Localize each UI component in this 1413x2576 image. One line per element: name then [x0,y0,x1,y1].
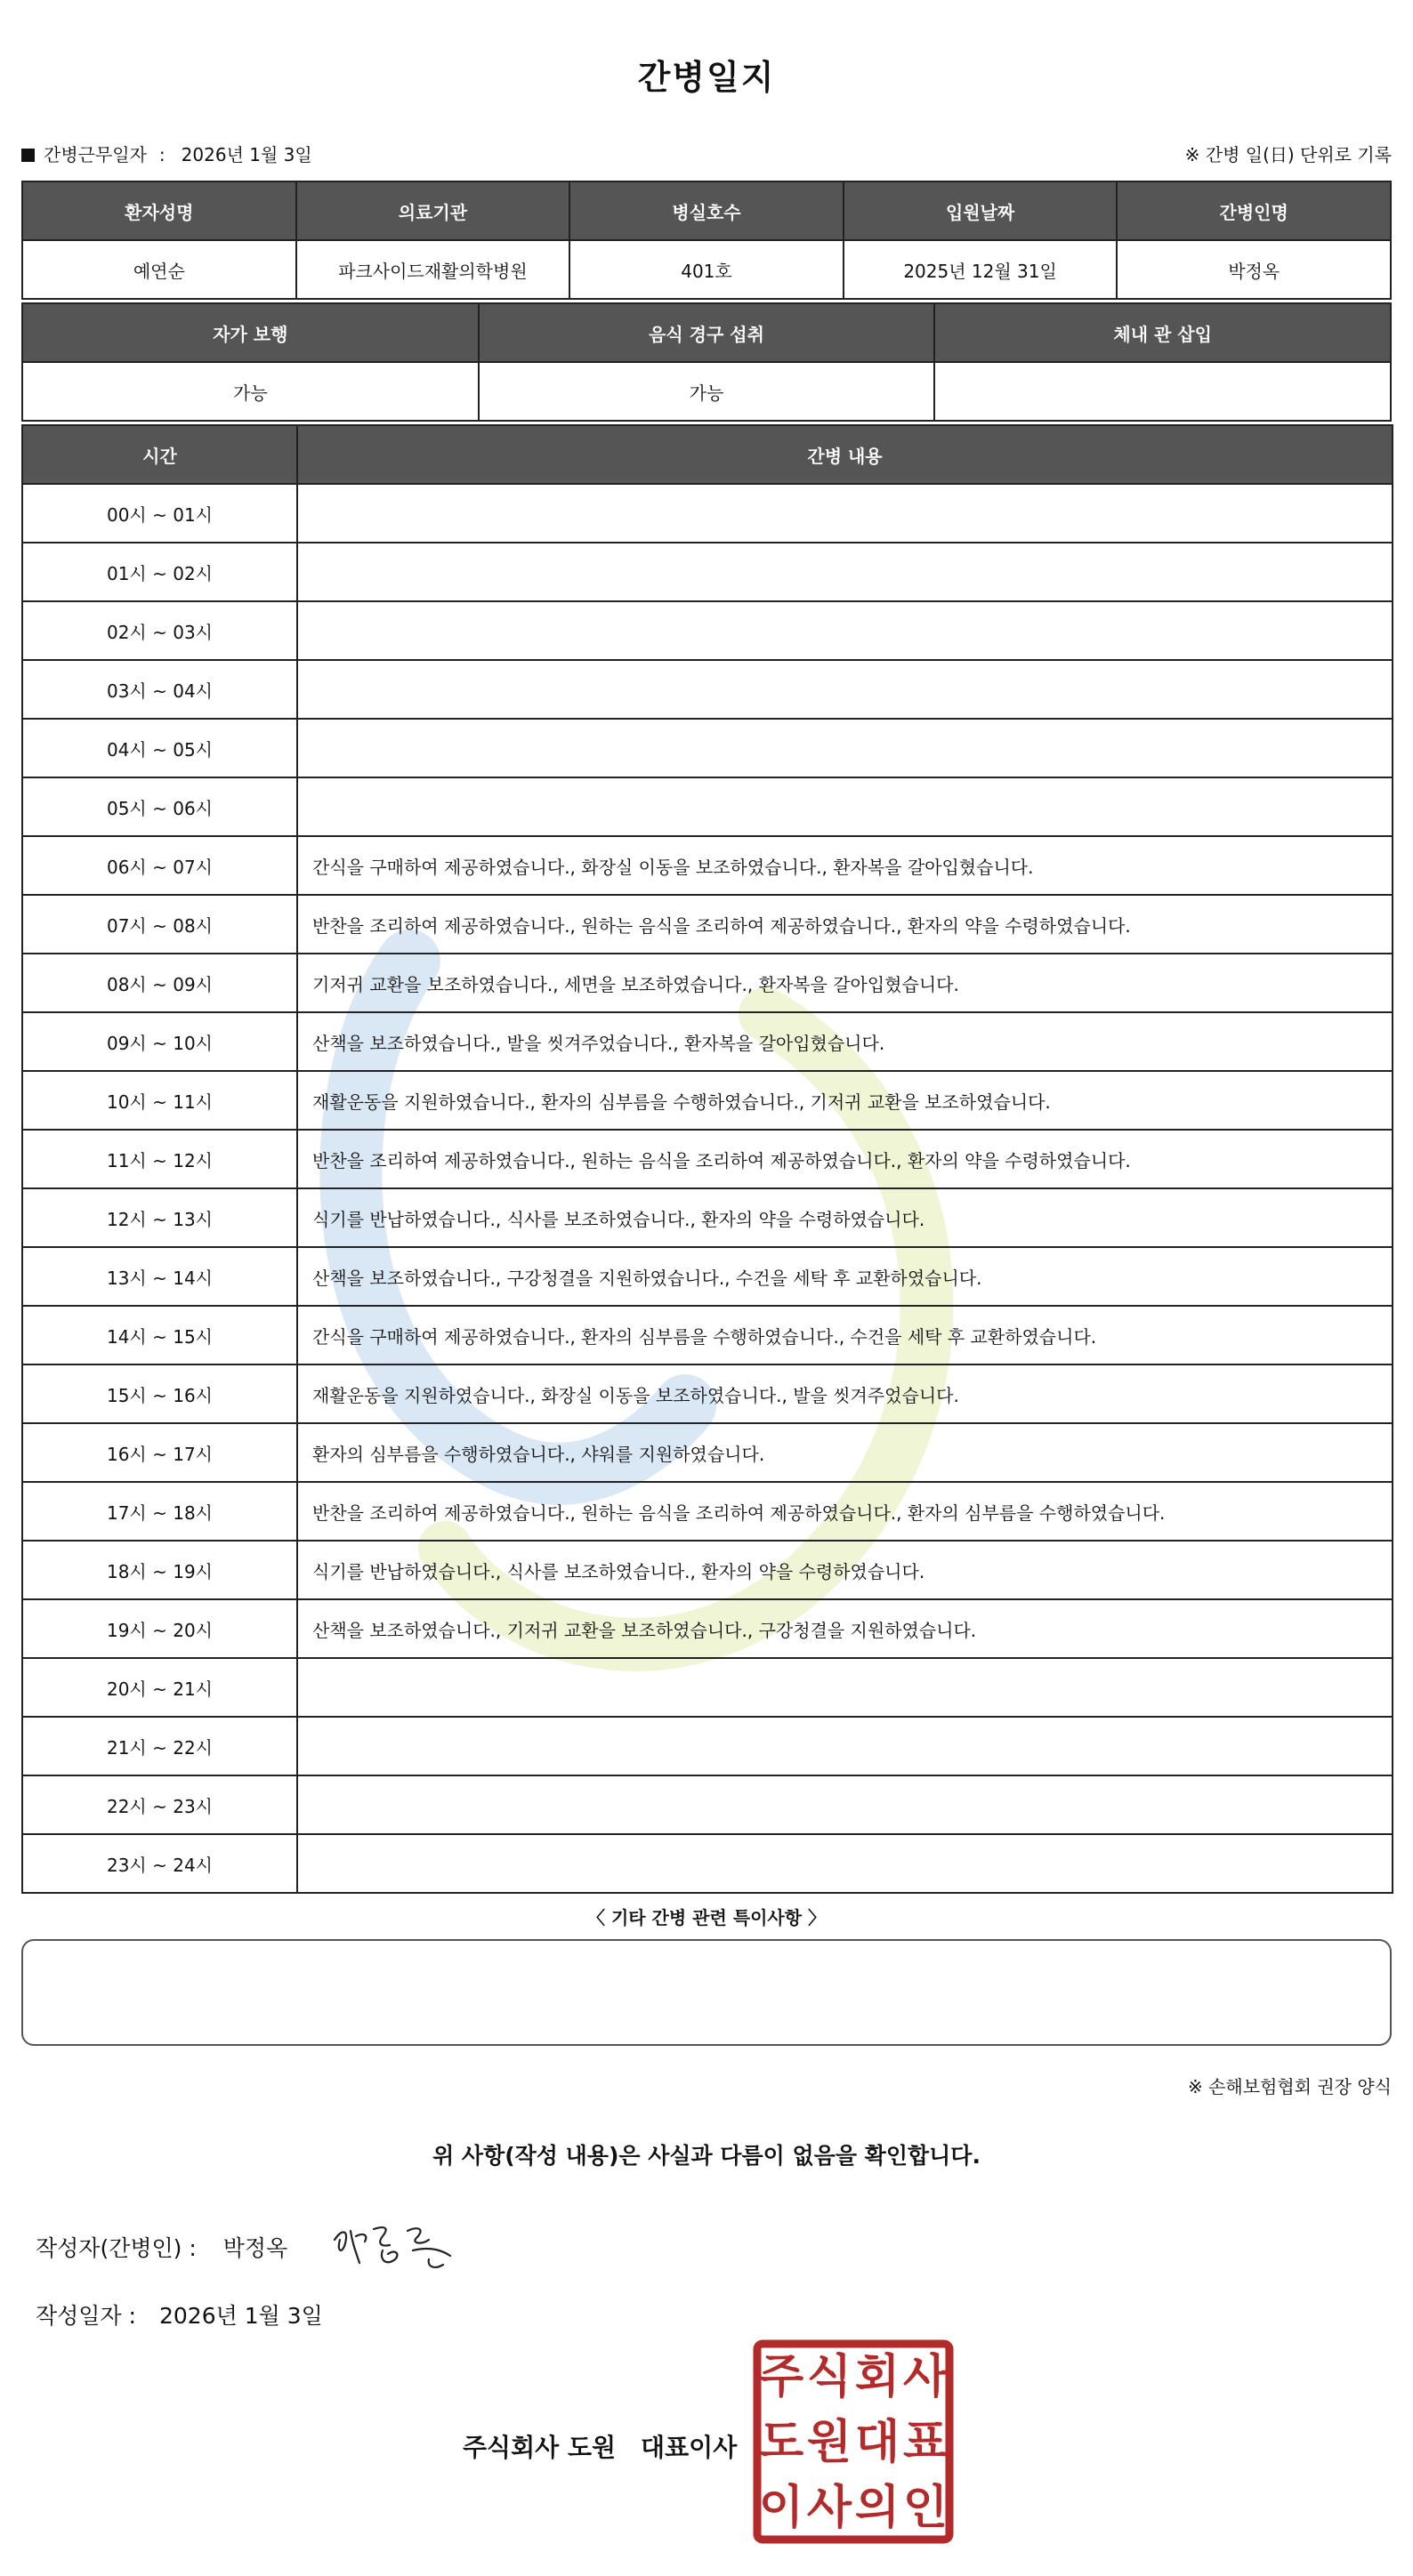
hourly-time-cell: 22시 ~ 23시 [22,1775,297,1834]
hourly-row [22,1423,1393,1482]
hourly-content-cell: 재활운동을 지원하였습니다., 화장실 이동을 보조하였습니다., 발을 씻겨주었습니다. [297,1364,1393,1423]
hourly-row [22,1482,1393,1541]
confirmation-statement: 위 사항(작성 내용)은 사실과 다름이 없음을 확인합니다. [432,2143,981,2169]
hourly-content-cell: 식기를 반납하였습니다., 식사를 보조하였습니다., 환자의 약을 수령하였습니다. [297,1541,1393,1599]
hourly-content-cell [297,1717,1393,1775]
hourly-row [22,719,1393,777]
unit-note: ※ 간병 일(日) 단위로 기록 [1184,144,1392,165]
work-date-block [21,141,312,166]
company-signature-line [463,2428,737,2464]
hourly-time-cell: 17시 ~ 18시 [22,1482,297,1541]
header-hospital: 의료기관 [296,181,570,240]
hourly-row [22,1247,1393,1306]
hourly-content-cell: 반찬을 조리하여 제공하였습니다., 원하는 음식을 조리하여 제공하였습니다., 환자의 약을 수령하였습니다. [297,895,1393,954]
hourly-content-cell: 반찬을 조리하여 제공하였습니다., 원하는 음식을 조리하여 제공하였습니다., 환자의 약을 수령하였습니다. [297,1130,1393,1188]
hourly-time-cell: 11시 ~ 12시 [22,1130,297,1188]
hourly-care-table [21,424,1393,1894]
writer-label: 작성자(간병인) : [36,2235,197,2261]
hourly-time-cell: 14시 ~ 15시 [22,1306,297,1364]
notes-title: 〈 기타 간병 관련 특이사항 〉 [586,1907,826,1928]
hourly-time-cell: 03시 ~ 04시 [22,660,297,719]
header-self-walking: 자가 보행 [22,303,479,362]
hourly-row [22,1834,1393,1893]
patient-condition-table [21,302,1392,422]
caregiver-name: 박정옥 [1117,240,1391,299]
hourly-time-cell: 00시 ~ 01시 [22,484,297,543]
seal-glyph: 표 [902,2416,949,2469]
oral-intake-value: 가능 [479,362,935,421]
hourly-time-cell: 23시 ~ 24시 [22,1834,297,1893]
header-caregiver-name: 간병인명 [1117,181,1391,240]
hourly-time-cell: 15시 ~ 16시 [22,1364,297,1423]
seal-glyph: 원 [806,2416,852,2469]
hourly-time-cell: 19시 ~ 20시 [22,1599,297,1658]
seal-glyph: 인 [902,2481,949,2535]
hourly-content-cell: 산책을 보조하였습니다., 발을 씻겨주었습니다., 환자복을 갈아입혔습니다. [297,1012,1393,1071]
room-number: 401호 [569,240,844,299]
patient-name: 예연순 [22,240,296,299]
hourly-row [22,1071,1393,1130]
admission-date: 2025년 12월 31일 [844,240,1118,299]
hourly-time-cell: 04시 ~ 05시 [22,719,297,777]
hourly-time-cell: 02시 ~ 03시 [22,601,297,660]
hourly-row [22,484,1393,543]
notes-box [21,1939,1392,2046]
hourly-row [22,1717,1393,1775]
seal-glyph: 주 [758,2350,804,2404]
hourly-time-cell: 10시 ~ 11시 [22,1071,297,1130]
hourly-time-cell: 12시 ~ 13시 [22,1188,297,1247]
hourly-row [22,1306,1393,1364]
hourly-content-cell: 산책을 보조하였습니다., 구강청결을 지원하였습니다., 수건을 세탁 후 교환하였습니다. [297,1247,1393,1306]
hourly-time-cell: 06시 ~ 07시 [22,836,297,895]
patient-info-table [21,181,1392,300]
hourly-row [22,895,1393,954]
header-tube-insertion: 체내 관 삽입 [934,303,1391,362]
hourly-content-cell [297,777,1393,836]
hourly-content-cell: 환자의 심부름을 수행하였습니다., 샤워를 지원하였습니다. [297,1423,1393,1482]
patient-info-value-row [22,240,1391,299]
hourly-content-cell [297,1775,1393,1834]
hourly-content-cell [297,1658,1393,1717]
hourly-content-cell: 재활운동을 지원하였습니다., 환자의 심부름을 수행하였습니다., 기저귀 교환을 보조하였습니다. [297,1071,1393,1130]
hourly-time-cell: 21시 ~ 22시 [22,1717,297,1775]
header-patient-name: 환자성명 [22,181,296,240]
written-date-label: 작성일자 : [36,2303,136,2329]
hourly-rows [22,484,1393,1893]
work-date-value: 2026년 1월 3일 [181,144,312,165]
seal-glyph: 사 [806,2481,852,2535]
patient-condition-value-row [22,362,1391,421]
seal-glyph: 이 [758,2481,804,2535]
recommendation-note: ※ 손해보험협회 권장 양식 [1187,2076,1392,2097]
self-walking-value: 가능 [22,362,479,421]
seal-glyph: 회 [854,2350,900,2404]
header-room-number: 병실호수 [569,181,844,240]
patient-info-header-row [22,181,1391,240]
hourly-content-cell [297,543,1393,601]
seal-glyph: 식 [806,2350,852,2404]
company-seal-stamp [753,2339,954,2544]
header-care-content: 간병 내용 [297,425,1393,484]
hourly-row [22,1658,1393,1717]
hourly-content-cell [297,601,1393,660]
seal-glyph: 사 [902,2350,949,2404]
hourly-row [22,836,1393,895]
seal-glyph: 의 [854,2481,900,2535]
hourly-content-cell: 간식을 구매하여 제공하였습니다., 화장실 이동을 보조하였습니다., 환자복을 갈아입혔습니다. [297,836,1393,895]
hourly-row [22,1188,1393,1247]
square-bullet-icon [21,149,35,162]
writer-name: 박정옥 [222,2235,288,2261]
header-oral-intake: 음식 경구 섭취 [479,303,935,362]
hourly-row [22,1364,1393,1423]
hourly-content-cell [297,484,1393,543]
patient-condition-header-row [22,303,1391,362]
hourly-row [22,660,1393,719]
hourly-time-cell: 07시 ~ 08시 [22,895,297,954]
written-date-line [36,2298,323,2330]
tube-insertion-value [934,362,1391,421]
hourly-time-cell: 01시 ~ 02시 [22,543,297,601]
seal-glyph: 대 [854,2416,900,2469]
seal-glyph: 도 [758,2416,804,2469]
hourly-header-row [22,425,1393,484]
hourly-time-cell: 08시 ~ 09시 [22,954,297,1012]
company-name: 주식회사 도원 [463,2433,617,2462]
work-date-colon: : [158,144,166,165]
hourly-content-cell: 간식을 구매하여 제공하였습니다., 환자의 심부름을 수행하였습니다., 수건을 세탁 후 교환하였습니다. [297,1306,1393,1364]
hourly-time-cell: 05시 ~ 06시 [22,777,297,836]
hourly-content-cell: 반찬을 조리하여 제공하였습니다., 원하는 음식을 조리하여 제공하였습니다., 환자의 심부름을 수행하였습니다. [297,1482,1393,1541]
hourly-time-cell: 13시 ~ 14시 [22,1247,297,1306]
hourly-row [22,601,1393,660]
hourly-row [22,1599,1393,1658]
hourly-content-cell: 식기를 반납하였습니다., 식사를 보조하였습니다., 환자의 약을 수령하였습니다. [297,1188,1393,1247]
writer-line [36,2231,287,2263]
hospital-name: 파크사이드재활의학병원 [296,240,570,299]
seal-glyphs [759,2351,949,2535]
hourly-content-cell: 산책을 보조하였습니다., 기저귀 교환을 보조하였습니다., 구강청결을 지원하였습니다. [297,1599,1393,1658]
handwritten-signature [329,2213,463,2275]
meta-row [21,141,1392,169]
hourly-row [22,543,1393,601]
hourly-content-cell [297,660,1393,719]
hourly-row [22,954,1393,1012]
header-admission-date: 입원날짜 [844,181,1118,240]
representative-title: 대표이사 [641,2433,738,2462]
document-title: 간병일지 [637,58,776,97]
hourly-row [22,1541,1393,1599]
hourly-row [22,1775,1393,1834]
hourly-time-cell: 16시 ~ 17시 [22,1423,297,1482]
hourly-content-cell [297,719,1393,777]
hourly-row [22,1012,1393,1071]
hourly-row [22,777,1393,836]
hourly-time-cell: 18시 ~ 19시 [22,1541,297,1599]
hourly-content-cell [297,1834,1393,1893]
work-date-label: 간병근무일자 [44,144,147,165]
hourly-time-cell: 20시 ~ 21시 [22,1658,297,1717]
hourly-row [22,1130,1393,1188]
hourly-content-cell: 기저귀 교환을 보조하였습니다., 세면을 보조하였습니다., 환자복을 갈아입혔습니다. [297,954,1393,1012]
header-time: 시간 [22,425,297,484]
hourly-time-cell: 09시 ~ 10시 [22,1012,297,1071]
written-date-value: 2026년 1월 3일 [158,2303,323,2329]
